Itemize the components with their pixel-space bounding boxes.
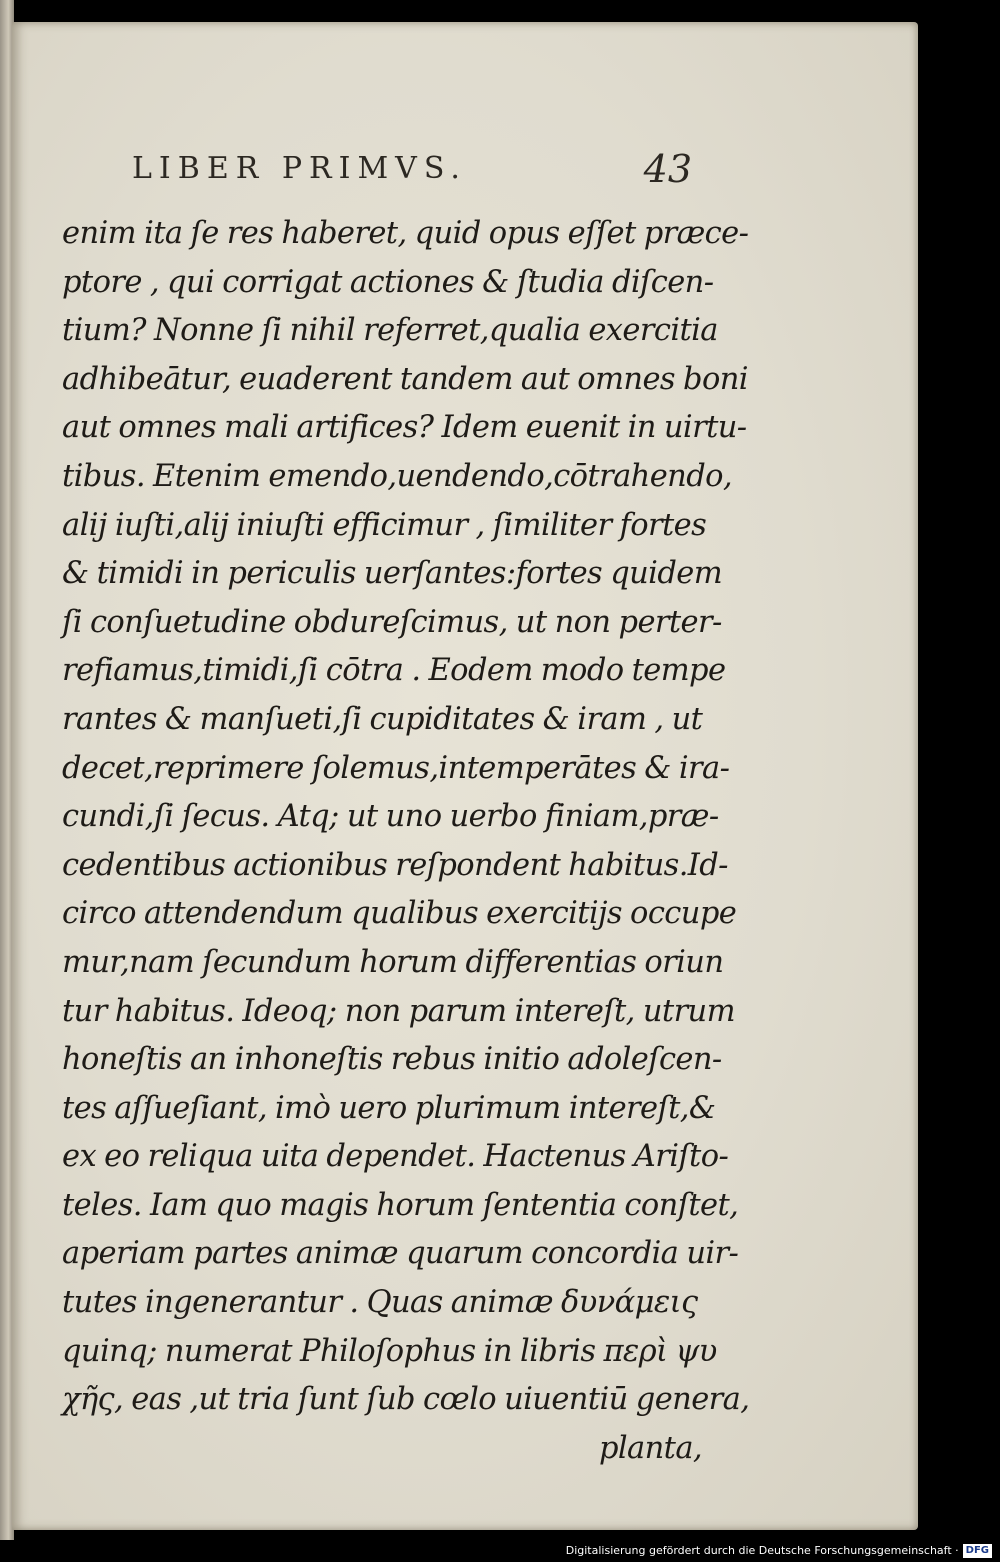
text-line: mur,nam ſecundum horum differentias oriun bbox=[62, 944, 724, 980]
running-title: LIBER PRIMVS. bbox=[132, 151, 467, 186]
text-line: refiamus,timidi,ſi cōtra . Eodem modo tempe bbox=[62, 653, 726, 689]
text-line: honeſtis an inhoneſtis rebus initio adoleſcen- bbox=[62, 1042, 722, 1078]
dfg-logo: DFG bbox=[963, 1544, 992, 1558]
credit-text: Digitalisierung gefördert durch die Deutsche Forschungsgemeinschaft · bbox=[565, 1544, 959, 1557]
text-line: decet,reprimere ſolemus,intemperātes & ira- bbox=[62, 750, 730, 786]
catchword: planta, bbox=[598, 1430, 702, 1466]
text-line: tes aſſueſiant, imò uero plurimum intereſt,& bbox=[62, 1090, 716, 1126]
text-block bbox=[62, 210, 750, 1473]
text-line: tium? Nonne ſi nihil referret,qualia exercitia bbox=[62, 313, 718, 349]
book-page bbox=[12, 22, 918, 1530]
page-number: 43 bbox=[643, 147, 692, 191]
text-line: tutes ingenerantur . Quas animæ δυνάμεις bbox=[62, 1285, 698, 1321]
text-line: teles. Iam quo magis horum ſententia conſtet, bbox=[62, 1187, 739, 1223]
digitization-credit bbox=[566, 1540, 992, 1562]
text-line: ex eo reliqua uita dependet. Hactenus Ariſto- bbox=[62, 1139, 729, 1175]
text-line: enim ita ſe res haberet, quid opus eſſet præce- bbox=[62, 216, 749, 251]
text-line: quinq; numerat Philoſophus in libris περὶ ψυ bbox=[62, 1333, 717, 1369]
text-line: ptore , qui corrigat actiones & ſtudia diſcen- bbox=[62, 264, 714, 300]
text-line: χῆς, eas ,ut tria ſunt ſub cœlo uiuentiū genera, bbox=[62, 1382, 750, 1418]
text-line: circo attendendum qualibus exercitijs occupe bbox=[62, 896, 737, 932]
running-head bbox=[132, 147, 692, 207]
text-line: rantes & manſueti,ſi cupiditates & iram , ut bbox=[62, 701, 703, 737]
text-line: alij iuſti,alij iniuſti efficimur , ſimiliter fortes bbox=[62, 507, 707, 543]
text-line: tibus. Etenim emendo,uendendo,cōtrahendo, bbox=[62, 458, 732, 494]
text-line: & timidi in periculis uerſantes:fortes quidem bbox=[62, 556, 723, 592]
text-line: aut omnes mali artifices? Idem euenit in uirtu- bbox=[62, 410, 747, 446]
text-line: cundi,ſi ſecus. Atq; ut uno uerbo finiam,præ- bbox=[62, 799, 719, 835]
text-line: tur habitus. Ideoq; non parum intereſt, utrum bbox=[62, 993, 735, 1029]
text-line: cedentibus actionibus reſpondent habitus.Id- bbox=[62, 847, 728, 883]
text-line: aperiam partes animæ quarum concordia uir- bbox=[62, 1236, 739, 1272]
text-line: adhibeātur, euaderent tandem aut omnes boni bbox=[62, 361, 748, 397]
text-line: ſi conſuetudine obdureſcimus, ut non perter- bbox=[62, 604, 722, 640]
